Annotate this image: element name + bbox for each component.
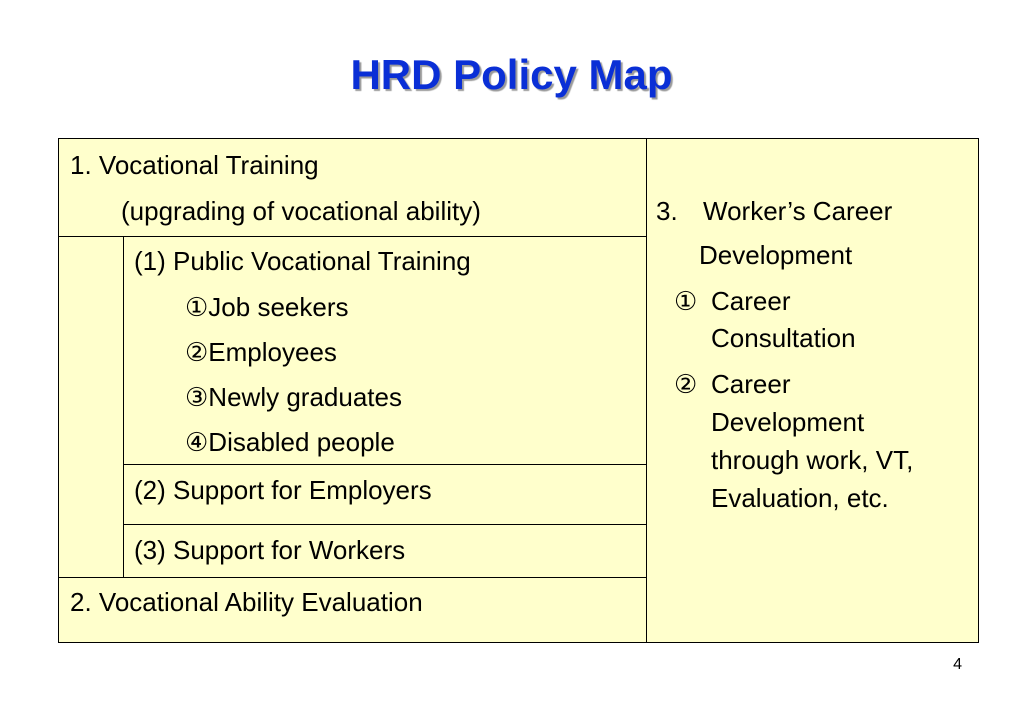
- support-employers-cell: [123, 464, 647, 525]
- page-number: 4: [953, 656, 962, 673]
- section-2-title: 2. Vocational Ability Evaluation: [70, 587, 423, 617]
- indent-spacer-cell: [58, 236, 124, 578]
- section-3-cell: [646, 138, 979, 643]
- career-development-line-1: Career: [711, 369, 791, 399]
- support-workers-cell: [123, 524, 647, 578]
- career-development-marker: ②: [674, 369, 698, 399]
- section-3-number: 3.: [656, 196, 678, 226]
- section-2-cell: [58, 577, 647, 643]
- career-consultation-marker: ①: [674, 286, 698, 316]
- public-training-item-job-seekers: ①Job seekers: [185, 292, 349, 322]
- section-1-subtitle: (upgrading of vocational ability): [121, 196, 481, 226]
- career-development-line-2: Development: [711, 407, 865, 437]
- public-training-item-employees: ②Employees: [185, 337, 337, 367]
- public-training-cell: [123, 236, 647, 465]
- career-consultation-line-2: Consultation: [711, 323, 856, 353]
- slide-title: HRD Policy Map: [350, 51, 673, 98]
- section-3-title-line-2: Development: [699, 240, 853, 270]
- public-training-heading: (1) Public Vocational Training: [134, 246, 471, 276]
- career-consultation-line-1: Career: [711, 286, 791, 316]
- career-development-line-3: through work, VT,: [711, 445, 914, 475]
- support-employers-label: (2) Support for Employers: [134, 475, 432, 505]
- section-1-title: 1. Vocational Training: [70, 150, 319, 180]
- career-development-line-4: Evaluation, etc.: [711, 483, 889, 513]
- support-workers-label: (3) Support for Workers: [134, 535, 406, 565]
- section-1-cell: [58, 138, 647, 237]
- public-training-item-disabled-people: ④Disabled people: [185, 427, 395, 457]
- public-training-item-newly-graduates: ③Newly graduates: [185, 382, 402, 412]
- section-3-title-line-1: Worker’s Career: [703, 196, 893, 226]
